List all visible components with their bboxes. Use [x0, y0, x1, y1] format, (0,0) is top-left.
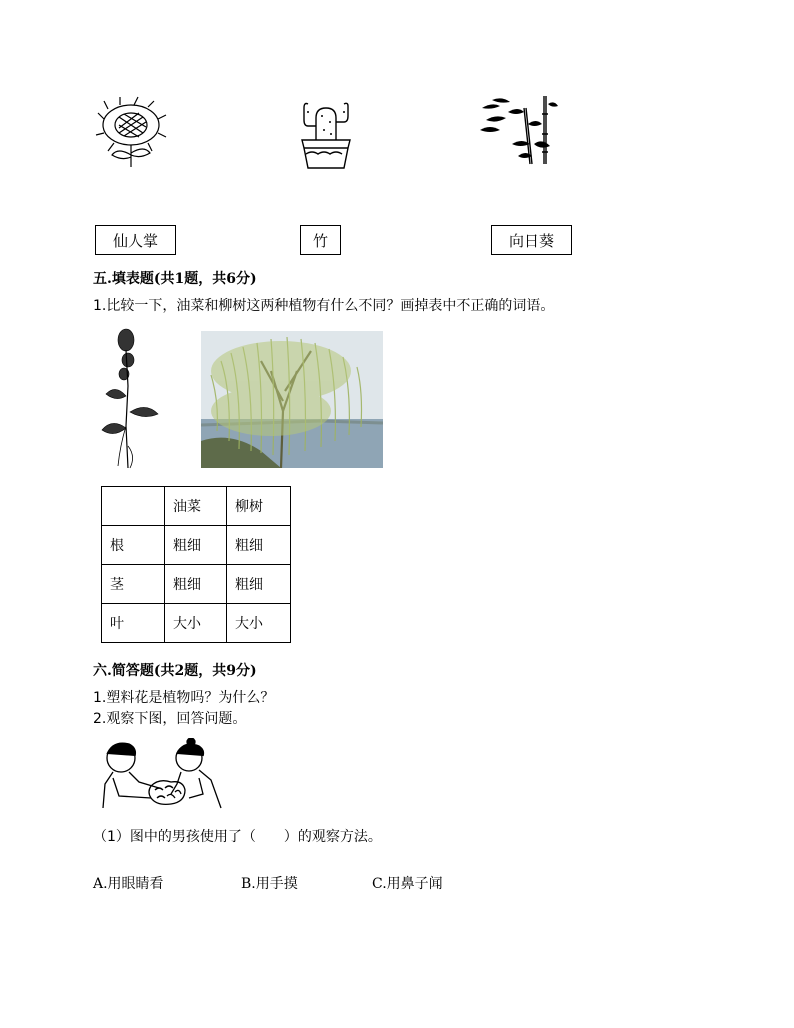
table-header-cell: 柳树: [227, 487, 291, 526]
section-5-question-1: 1.比较一下，油菜和柳树这两种植物有什么不同？画掉表中不正确的词语。: [93, 298, 555, 314]
section-5-title: 五.填表题(共1题，共6分): [93, 271, 257, 287]
table-header-cell: 油菜: [165, 487, 227, 526]
table-cell: [102, 487, 165, 526]
table-row: [102, 604, 291, 643]
comparison-table: [101, 486, 291, 643]
label-text: 向日葵: [508, 231, 554, 250]
option-c[interactable]: C.用鼻子闻: [372, 876, 443, 892]
table-cell[interactable]: 粗细: [227, 565, 291, 604]
sunflower-illustration: [94, 95, 168, 169]
label-box-bamboo: [300, 225, 341, 255]
table-cell[interactable]: 大小: [227, 604, 291, 643]
table-row-label: 茎: [102, 565, 165, 604]
children-observing-illustration: [99, 738, 225, 810]
option-b[interactable]: B.用手摸: [241, 876, 298, 892]
bamboo-illustration: [478, 94, 558, 168]
label-box-cactus: [95, 225, 176, 255]
cactus-illustration: [298, 96, 354, 170]
option-a[interactable]: A.用眼睛看: [93, 876, 164, 892]
section-6-title: 六.简答题(共2题，共9分): [93, 663, 257, 679]
willow-tree-photo: [201, 331, 383, 468]
table-cell[interactable]: 粗细: [227, 526, 291, 565]
label-box-sunflower: [491, 225, 572, 255]
section-6-question-1: 1.塑料花是植物吗？为什么？: [93, 690, 275, 706]
section-6-question-2: 2.观察下图，回答问题。: [93, 711, 247, 727]
table-cell[interactable]: 大小: [165, 604, 227, 643]
table-cell[interactable]: 粗细: [165, 526, 227, 565]
rape-plant-illustration: [100, 326, 162, 470]
table-cell[interactable]: 粗细: [165, 565, 227, 604]
section-6-sub-question-1: （1）图中的男孩使用了（ ）的观察方法。: [93, 829, 382, 845]
table-row: [102, 526, 291, 565]
table-row-label: 根: [102, 526, 165, 565]
label-text: 竹: [312, 231, 328, 250]
table-header-row: [102, 487, 291, 526]
table-row: [102, 565, 291, 604]
label-text: 仙人掌: [112, 231, 158, 250]
table-row-label: 叶: [102, 604, 165, 643]
